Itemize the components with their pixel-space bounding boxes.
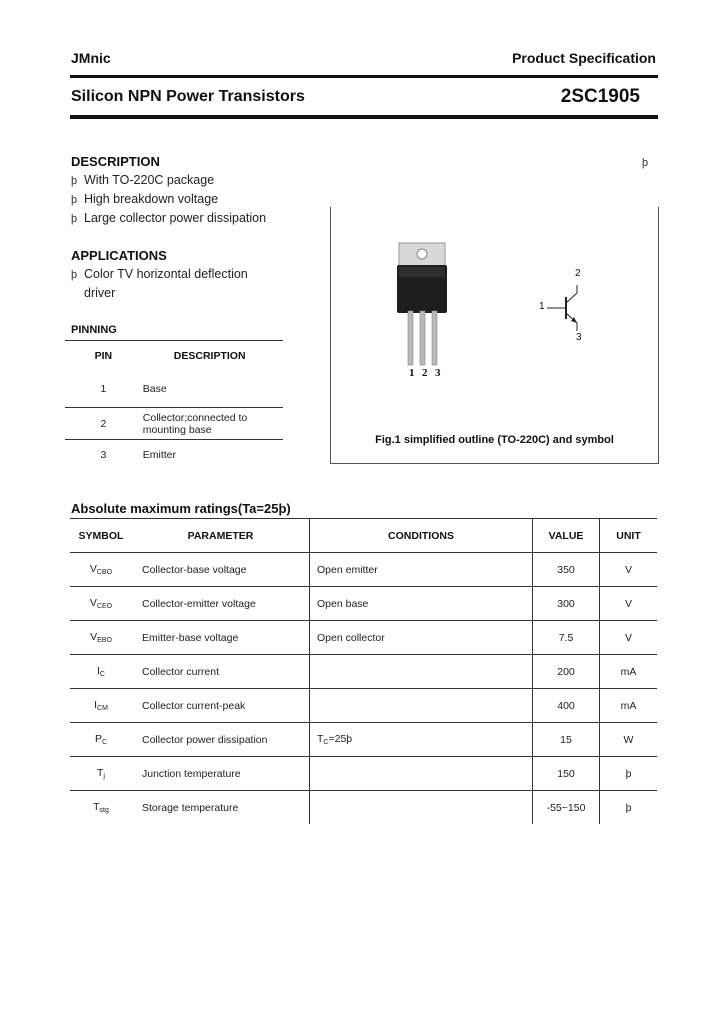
value-cell: 15: [533, 723, 600, 757]
unit-cell: mA: [600, 689, 658, 723]
application-item-continued: driver: [84, 286, 116, 300]
description-column-header: DESCRIPTION: [173, 350, 246, 362]
description-item: þ High breakdown voltage: [71, 192, 219, 206]
package-pin-label: 3: [435, 367, 441, 379]
application-item: þ Color TV horizontal deflection: [71, 267, 248, 281]
pinning-table: [65, 340, 283, 470]
bullet-mark: þ: [71, 269, 78, 281]
unit-cell: þ: [600, 791, 658, 825]
symbol-cell: $T_j$: [70, 757, 132, 791]
symbol-column-header: SYMBOL: [70, 519, 132, 553]
conditions-cell: $T_C=25þ$: [310, 723, 533, 757]
conditions-cell: Open base: [310, 587, 533, 621]
stray-mark: þ: [642, 157, 649, 169]
pin-column-header: PIN: [94, 350, 113, 362]
table-row: [70, 689, 657, 723]
table-row: [70, 723, 657, 757]
table-row: [70, 791, 657, 825]
conditions-cell: [310, 757, 533, 791]
symbol-cell: $V_{EBO}$: [70, 621, 132, 655]
table-row: [70, 757, 657, 791]
symbol-cell: $T_{stg}$: [93, 801, 109, 814]
part-number: 2SC1905: [560, 86, 640, 107]
title-rule: [70, 115, 658, 119]
package-pin-label: 1: [409, 367, 415, 379]
pin-description: Emitter: [142, 440, 283, 471]
bullet-mark: þ: [71, 194, 78, 206]
unit-cell: V: [600, 553, 658, 587]
symbol-base-pin: 1: [539, 301, 545, 312]
product-line-title: Silicon NPN Power Transistors: [71, 88, 305, 105]
bullet-mark: þ: [71, 175, 78, 187]
pin-number: 2: [65, 408, 142, 440]
table-row: [65, 408, 283, 440]
parameter-cell: Collector current: [132, 655, 310, 689]
symbol-emitter-pin: 3: [576, 332, 582, 343]
table-row: [70, 587, 657, 621]
description-item: þ Large collector power dissipation: [71, 211, 267, 225]
figure-caption: Fig.1 simplified outline (TO-220C) and symbol: [375, 434, 614, 446]
symbol-collector-pin: 2: [575, 268, 581, 279]
applications-heading: APPLICATIONS: [71, 248, 167, 263]
value-cell: 350: [533, 553, 600, 587]
value-cell: -55~150: [533, 791, 600, 825]
value-cell: 300: [533, 587, 600, 621]
package-pin-label: 2: [422, 367, 428, 379]
pin-description: Base: [142, 383, 167, 395]
conditions-cell: [310, 689, 533, 723]
unit-cell: mA: [600, 655, 658, 689]
pin-description: Collector;connected to mounting base: [142, 408, 283, 440]
symbol-cell: $I_C$: [70, 655, 132, 689]
ratings-table: [70, 518, 657, 824]
parameter-cell: Emitter-base voltage: [132, 621, 310, 655]
value-cell: 7.5: [533, 621, 600, 655]
conditions-cell: [310, 655, 533, 689]
figure-box: [330, 207, 659, 464]
conditions-column-header: CONDITIONS: [310, 519, 533, 553]
parameter-cell: Collector current-peak: [132, 689, 310, 723]
bullet-mark: þ: [71, 213, 78, 225]
symbol-cell: $P_C$: [70, 723, 132, 757]
company-name: JMnic: [71, 50, 111, 66]
unit-cell: þ: [600, 757, 658, 791]
to220-package-image: [387, 239, 457, 369]
symbol-cell: $V_{CBO}$: [70, 553, 132, 587]
pinning-heading: PINNING: [71, 324, 117, 336]
doc-type: Product Specification: [512, 50, 656, 66]
parameter-column-header: PARAMETER: [132, 519, 310, 553]
table-row: [70, 655, 657, 689]
value-column-header: VALUE: [533, 519, 600, 553]
table-row: [65, 440, 283, 471]
parameter-cell: Collector-emitter voltage: [132, 587, 310, 621]
npn-transistor-symbol-icon: [537, 283, 597, 335]
table-row: [65, 371, 283, 408]
unit-cell: V: [600, 621, 658, 655]
parameter-cell: Collector-base voltage: [132, 553, 310, 587]
pin-number: 1: [100, 383, 107, 395]
symbol-cell: $V_{CEO}$: [70, 587, 132, 621]
parameter-cell: Storage temperature: [142, 801, 239, 814]
header-rule: [70, 75, 658, 78]
table-row: [70, 621, 657, 655]
description-item: þ With TO-220C package: [71, 173, 215, 187]
conditions-cell: [310, 791, 533, 825]
description-heading: DESCRIPTION: [71, 154, 160, 169]
value-cell: 400: [533, 689, 600, 723]
symbol-cell: $I_{CM}$: [70, 689, 132, 723]
value-cell: 150: [533, 757, 600, 791]
ratings-heading: Absolute maximum ratings(Ta=25þ): [71, 501, 291, 516]
table-row: [70, 553, 657, 587]
unit-column-header: UNIT: [600, 519, 658, 553]
value-cell: 200: [533, 655, 600, 689]
unit-cell: V: [600, 587, 658, 621]
parameter-cell: Junction temperature: [132, 757, 310, 791]
parameter-cell: Collector power dissipation: [132, 723, 310, 757]
pin-number: 3: [65, 440, 142, 471]
conditions-cell: Open collector: [310, 621, 533, 655]
unit-cell: W: [600, 723, 658, 757]
conditions-cell: Open emitter: [310, 553, 533, 587]
